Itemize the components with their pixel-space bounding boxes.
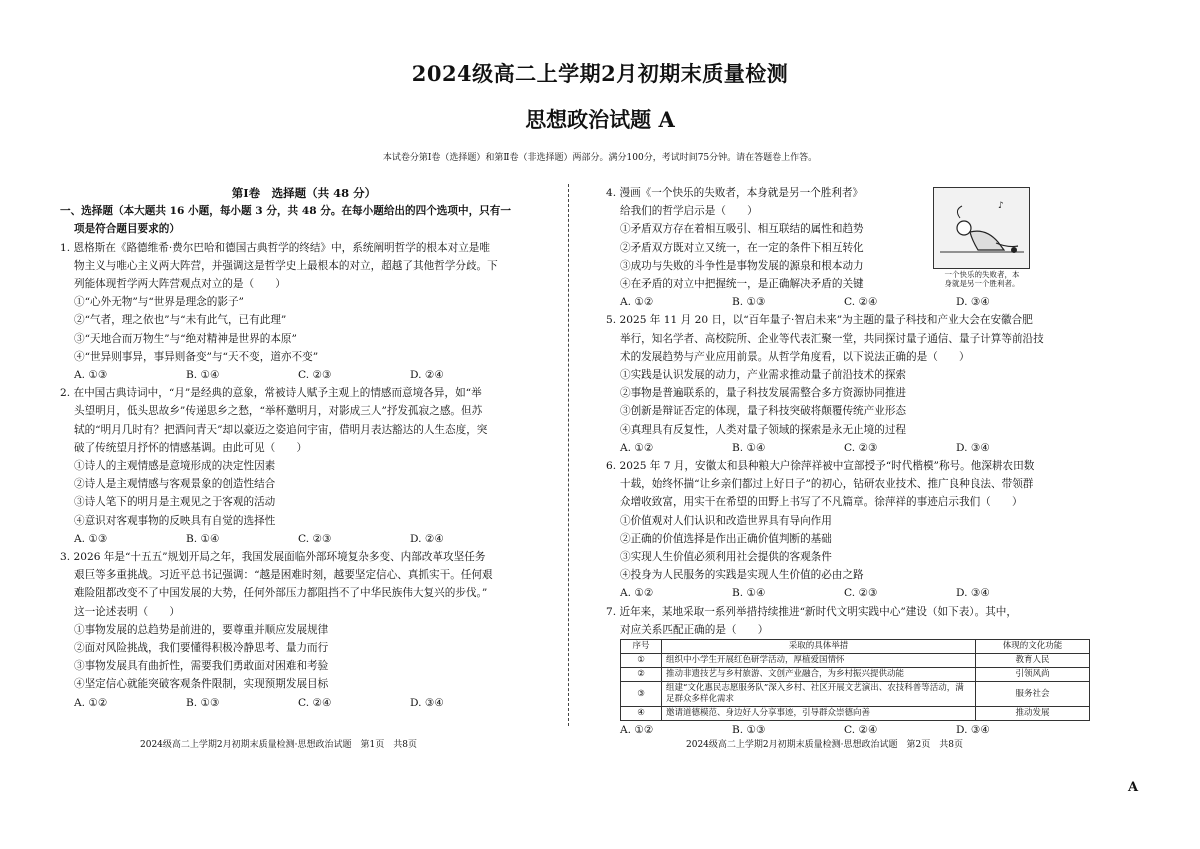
left-column (60, 184, 548, 712)
option-c: C. ②③ (298, 369, 332, 382)
option-d: D. ③④ (956, 441, 990, 454)
question-line: 破了传统望月抒怀的情感基调。由此可见（ ） (74, 441, 308, 454)
option-a: A. ①② (74, 696, 108, 709)
option-a: A. ①② (620, 724, 654, 737)
table-header-row (621, 640, 1090, 654)
statement-item: ①事物发展的总趋势是前进的，要尊重并顺应发展规律 (74, 623, 329, 636)
option-c: C. ②③ (298, 532, 332, 545)
option-c: C. ②④ (844, 296, 878, 309)
question-line: 对应关系匹配正确的是（ ） (620, 623, 769, 636)
option-a: A. ①② (620, 296, 654, 309)
option-a: A. ①② (620, 587, 654, 600)
question-line: 众增收致富，用实干在希望的田野上书写了不凡篇章。徐萍祥的事迹启示我们（ ） (620, 496, 1023, 509)
cartoon-image (933, 187, 1030, 269)
statement-item: ②矛盾双方既对立又统一，在一定的条件下相互转化 (620, 241, 864, 254)
question-line: 1. 恩格斯在《路德维希·费尔巴哈和德国古典哲学的终结》中，系统阐明哲学的根本对立是唯 (60, 241, 490, 254)
statement-item: ④意识对客观事物的反映具有自觉的选择性 (74, 514, 276, 527)
table-cell: 推动发展 (976, 707, 1090, 721)
caption-line: 身就是另一个胜利者。 (944, 279, 1020, 288)
option-c: C. ②③ (844, 441, 878, 454)
cartoon-caption (936, 270, 1028, 288)
table-row (621, 707, 1090, 721)
statement-item: ①诗人的主观情感是意境形成的决定性因素 (74, 460, 276, 473)
option-b: B. ①④ (186, 532, 220, 545)
cartoon-drawing (934, 188, 1029, 268)
statement-item: ③“天地合而万物生”与“绝对精神是世界的本原” (74, 332, 297, 345)
statement-item: ③事物发展具有曲折性，需要我们勇敢面对困难和考验 (74, 660, 329, 673)
footer-left: 2024级高二上学期2月初期末质量检测·思想政治试题 第1页 共8页 (140, 740, 417, 750)
measures-table (620, 639, 1090, 721)
question-line: 列能体现哲学两大阵营观点对立的是（ ） (74, 278, 286, 291)
question-line: 术的发展趋势与产业应用前景。从哲学角度看，以下说法正确的是（ ） (620, 350, 970, 363)
option-b: B. ①③ (186, 696, 220, 709)
statement-item: ④在矛盾的对立中把握统一，是正确解决矛盾的关键 (620, 278, 864, 291)
question-5 (606, 311, 1094, 457)
option-a: A. ①③ (74, 532, 108, 545)
question-line: 3. 2026 年是“十五五”规划开局之年，我国发展面临外部环境复杂多变、内部改革攻坚任务 (60, 551, 486, 564)
table-cell: 邀请道德模范、身边好人分享事迹，引导群众崇德向善 (662, 707, 976, 721)
answer-options (606, 439, 1094, 457)
statement-item: ④真理具有反复性，人类对量子领域的探索是永无止境的过程 (620, 423, 907, 436)
statement-item: ③创新是辩证否定的体现，量子科技突破将颠覆传统产业形态 (620, 405, 907, 418)
answer-options (606, 293, 1094, 311)
question-line: 物主义与唯心主义两大阵营，并强调这是哲学史上最根本的对立，超越了其他哲学分歧。下 (74, 259, 498, 272)
statement-item: ①矛盾双方存在着相互吸引、相互联结的属性和趋势 (620, 223, 864, 236)
statement-item: ③成功与失败的斗争性是事物发展的源泉和根本动力 (620, 259, 864, 272)
table-header: 体现的文化功能 (976, 640, 1090, 654)
question-6 (606, 457, 1094, 603)
svg-text:♪: ♪ (998, 201, 1004, 211)
corner-mark: A (1128, 780, 1139, 795)
table-row (621, 654, 1090, 668)
statement-item: ②“气者，理之依也”与“未有此气，已有此理” (74, 314, 287, 327)
question-line: 举行，知名学者、高校院所、企业等代表汇聚一堂，共同探讨量子通信、量子计算等前沿技 (620, 332, 1044, 345)
option-d: D. ②④ (410, 532, 444, 545)
question-line: 难险阻都改变不了中国发展的大势，任何外部压力都阻挡不了中华民族伟大复兴的步伐。” (74, 587, 488, 600)
statement-item: ①实践是认识发展的动力，产业需求推动量子前沿技术的探索 (620, 369, 907, 382)
table-row (621, 682, 1090, 707)
question-line: 给我们的哲学启示是（ ） (620, 205, 758, 218)
section-title: 第Ⅰ卷 选择题（共 48 分） (231, 186, 377, 200)
option-b: B. ①④ (186, 369, 220, 382)
table-cell: ④ (621, 707, 662, 721)
footer-right: 2024级高二上学期2月初期末质量检测·思想政治试题 第2页 共8页 (686, 740, 963, 750)
exam-title: 2024级高二上学期2月初期末质量检测 (411, 61, 789, 86)
statement-item: ③诗人笔下的明月是主观见之于客观的活动 (74, 496, 276, 509)
statement-item: ②面对风险挑战，我们要懂得积极冷静思考、量力而行 (74, 642, 329, 655)
option-b: B. ①③ (732, 724, 766, 737)
question-line: 这一论述表明（ ） (74, 605, 180, 618)
question-line: 5. 2025 年 11 月 20 日，以“百年量子·智启未来”为主题的量子科技和产业大会在安徽合肥 (606, 314, 1033, 327)
answer-options (60, 530, 548, 548)
question-3 (60, 548, 548, 712)
statement-item: ④投身为人民服务的实践是实现人生价值的必由之路 (620, 569, 864, 582)
option-a: A. ①③ (74, 369, 108, 382)
table-cell: 教育人民 (976, 654, 1090, 668)
option-d: D. ③④ (956, 296, 990, 309)
option-d: D. ③④ (956, 587, 990, 600)
instructions-line: 一、选择题（本大题共 16 小题，每小题 3 分，共 48 分。在每小题给出的四个选项中，只有一 (60, 205, 511, 218)
table-cell: 组织中小学生开展红色研学活动，厚植爱国情怀 (662, 654, 976, 668)
question-line: 4. 漫画《一个快乐的失败者，本身就是另一个胜利者》 (606, 187, 864, 199)
exam-note: 本试卷分第Ⅰ卷（选择题）和第Ⅱ卷（非选择题）两部分。满分100分，考试时间75分钟。请在答题卷上作答。 (382, 153, 818, 163)
statement-item: ①“心外无物”与“世界是理念的影子” (74, 296, 244, 309)
option-b: B. ①③ (732, 296, 766, 309)
table-cell: ③ (621, 682, 662, 707)
option-c: C. ②④ (844, 724, 878, 737)
question-7 (606, 603, 1094, 740)
table-cell: ② (621, 668, 662, 682)
answer-options (60, 366, 548, 384)
table-cell: 组建“文化惠民志愿服务队”深入乡村、社区开展文艺演出、农技科普等活动，满足群众多样化需求 (662, 682, 976, 707)
answer-options (606, 584, 1094, 602)
statement-item: ④“世异则事异，事异则备变”与“天不变，道亦不变” (74, 350, 319, 363)
option-b: B. ①④ (732, 587, 766, 600)
question-line: 十载，始终怀揣“让乡亲们都过上好日子”的初心，钻研农业技术、推广良种良法、带领群 (620, 478, 1034, 491)
option-c: C. ②③ (844, 587, 878, 600)
column-divider (568, 184, 569, 726)
statement-item: ②正确的价值选择是作出正确价值判断的基础 (620, 532, 832, 545)
option-a: A. ①② (620, 441, 654, 454)
table-cell: ① (621, 654, 662, 668)
option-d: D. ③④ (956, 724, 990, 737)
answer-options (60, 694, 548, 712)
question-line: 6. 2025 年 7 月，安徽太和县种粮大户徐萍祥被中宣部授予“时代楷模”称号。他深耕农田数 (606, 460, 1035, 473)
question-1 (60, 239, 548, 385)
table-header: 采取的具体举措 (662, 640, 976, 654)
statement-item: ②诗人是主观情感与客观景象的创造性结合 (74, 478, 276, 491)
table-row (621, 668, 1090, 682)
table-cell: 引领风尚 (976, 668, 1090, 682)
question-line: 2. 在中国古典诗词中，“月”是经典的意象，常被诗人赋予主观上的情感而意境各异，如“举 (60, 387, 482, 400)
question-line: 艰巨等多重挑战。习近平总书记强调：“越是困难时刻，越要坚定信心、真抓实干。任何艰 (74, 569, 493, 582)
table-header: 序号 (621, 640, 662, 654)
option-d: D. ②④ (410, 369, 444, 382)
instructions-line: 项是符合题目要求的） (74, 223, 180, 236)
exam-subtitle: 思想政治试题 A (525, 107, 675, 132)
option-c: C. ②④ (298, 696, 332, 709)
question-2 (60, 384, 548, 548)
statement-item: ②事物是普遍联系的，量子科技发展需整合多方资源协同推进 (620, 387, 907, 400)
statement-item: ③实现人生价值必须利用社会提供的客观条件 (620, 551, 832, 564)
table-cell: 推动非遗技艺与乡村旅游、文创产业融合，为乡村振兴提供动能 (662, 668, 976, 682)
statement-item: ④坚定信心就能突破客观条件限制，实现预期发展目标 (74, 678, 329, 691)
caption-line: 一个快乐的失败者，本 (944, 270, 1020, 279)
question-line: 7. 近年来，某地采取一系列举措持续推进“新时代文明实践中心”建设（如下表）。其中， (606, 605, 1017, 618)
question-line: 头望明月，低头思故乡”传递思乡之愁，“举杯邀明月，对影成三人”抒发孤寂之感。但苏 (74, 405, 483, 418)
table-cell: 服务社会 (976, 682, 1090, 707)
statement-item: ①价值观对人们认识和改造世界具有导向作用 (620, 514, 832, 527)
option-b: B. ①④ (732, 441, 766, 454)
question-line: 轼的“明月几时有？把酒问青天”却以豪迈之姿追问宇宙，借明月表达豁达的人生态度，突 (74, 423, 488, 436)
option-d: D. ③④ (410, 696, 444, 709)
